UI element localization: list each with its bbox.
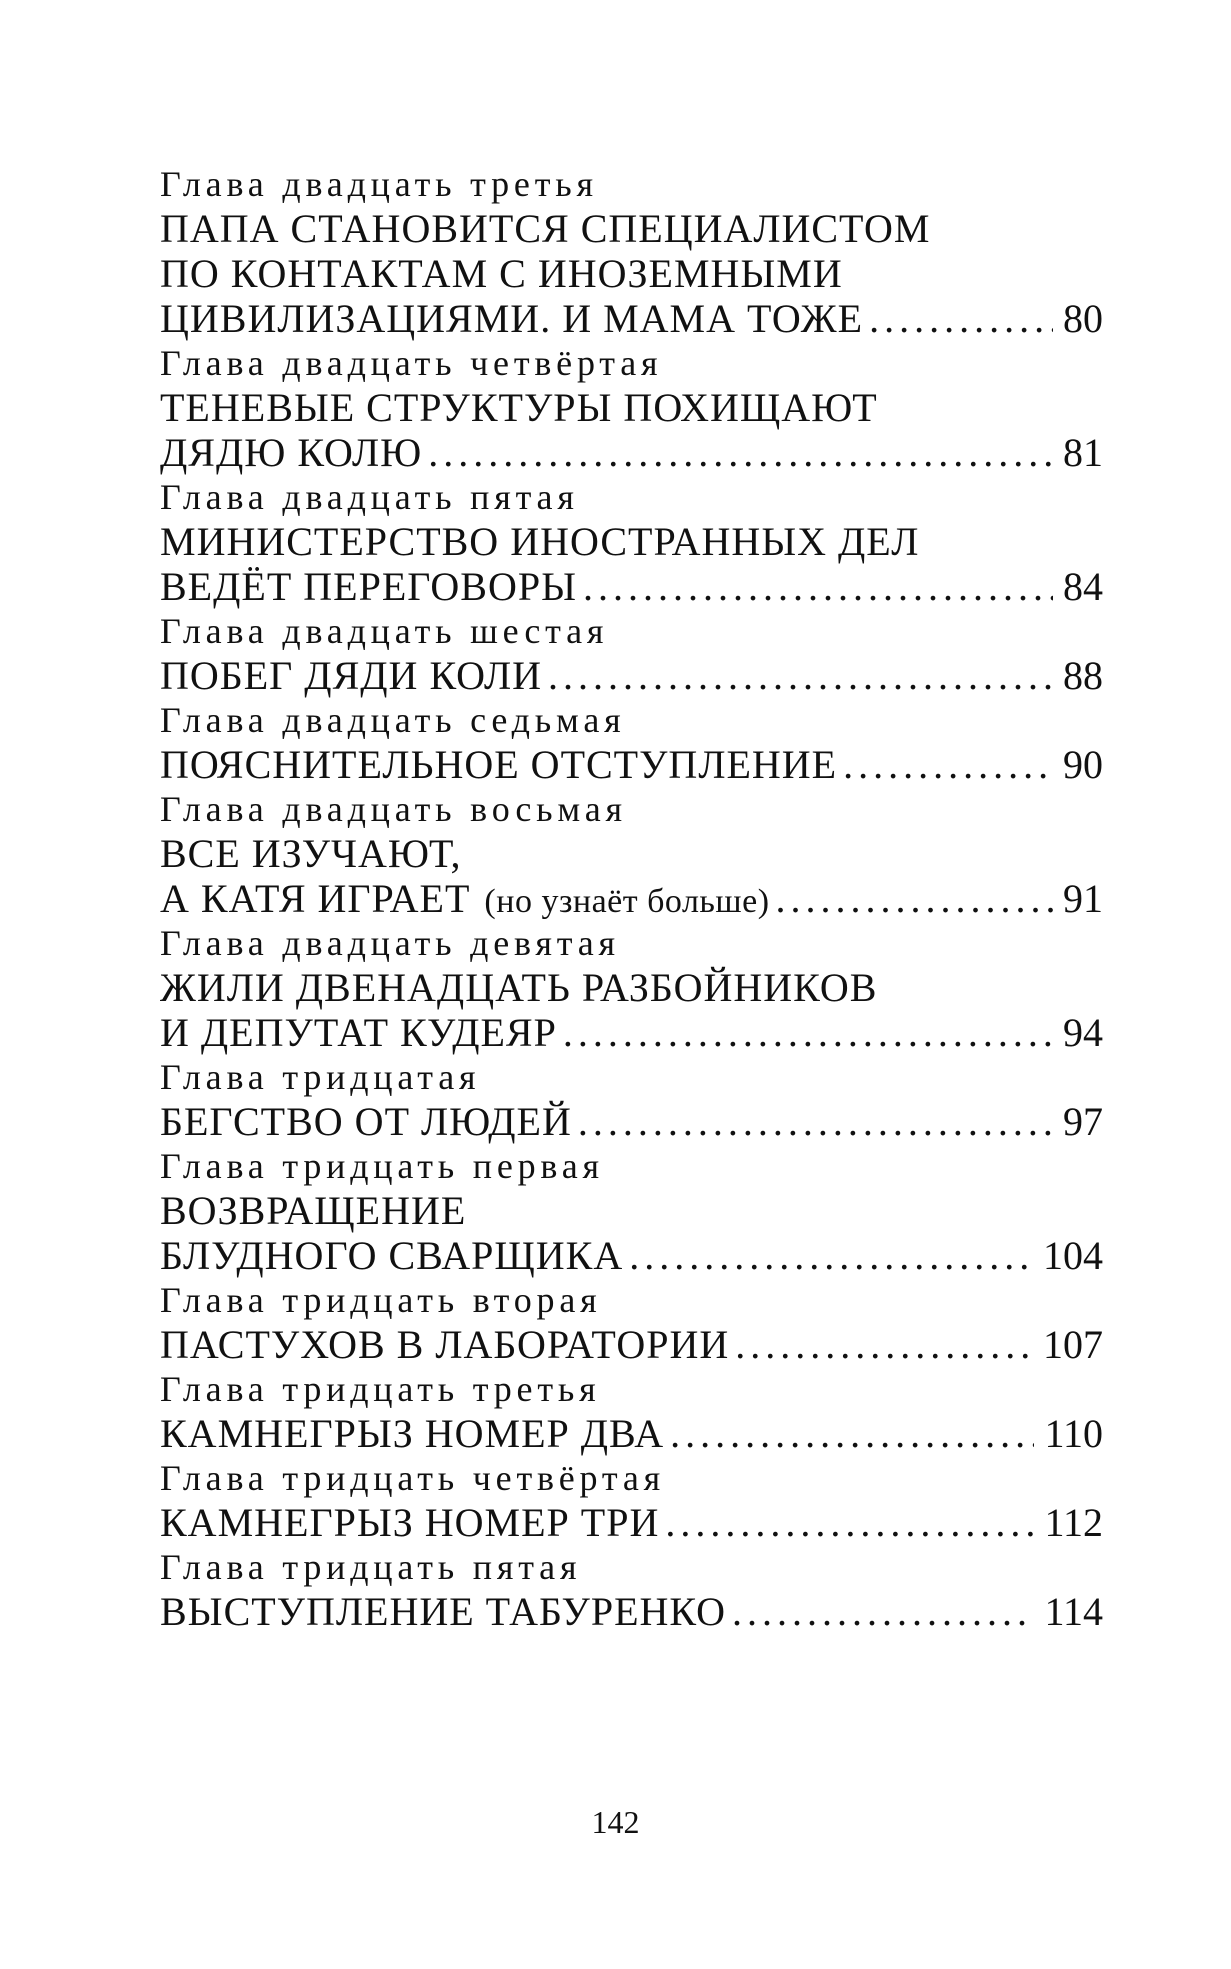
dot-leader — [729, 1322, 1033, 1367]
page-reference: 90 — [1063, 742, 1103, 787]
dot-leader — [557, 1010, 1053, 1055]
chapter-title-text: ПОБЕГ ДЯДИ КОЛИ — [160, 653, 543, 698]
toc-entry — [160, 1545, 1103, 1634]
chapter-number: Глава тридцать четвёртая — [160, 1458, 665, 1498]
chapter-number: Глава тридцать вторая — [160, 1280, 602, 1320]
chapter-subtitle: (но узнаёт больше) — [484, 883, 770, 920]
chapter-title-line: ПО КОНТАКТАМ С ИНОЗЕМНЫМИ — [160, 251, 843, 296]
page-reference: 104 — [1043, 1233, 1103, 1278]
page-reference: 107 — [1043, 1322, 1103, 1367]
chapter-number: Глава двадцать седьмая — [160, 700, 626, 740]
chapter-title-text: И ДЕПУТАТ КУДЕЯР — [160, 1010, 557, 1055]
page-reference: 97 — [1063, 1099, 1103, 1144]
page-reference: 110 — [1044, 1411, 1103, 1456]
dot-leader — [726, 1589, 1034, 1634]
toc-entry — [160, 162, 1103, 341]
chapter-title-text: А КАТЯ ИГРАЕТ — [160, 876, 471, 921]
chapter-title-text: БЕГСТВО ОТ ЛЮДЕЙ — [160, 1099, 572, 1144]
chapter-title-text: ПОЯСНИТЕЛЬНОЕ ОТСТУПЛЕНИЕ — [160, 742, 838, 787]
chapter-number: Глава двадцать третья — [160, 164, 598, 204]
page-reference: 88 — [1063, 653, 1103, 698]
page-reference: 112 — [1044, 1500, 1103, 1545]
page-reference: 84 — [1063, 564, 1103, 609]
chapter-title-final-line — [160, 1322, 1103, 1367]
toc-entry — [160, 1278, 1103, 1367]
chapter-title-line: ПАПА СТАНОВИТСЯ СПЕЦИАЛИСТОМ — [160, 206, 931, 251]
toc-entry — [160, 475, 1103, 609]
toc-entry — [160, 698, 1103, 787]
chapter-number: Глава тридцать пятая — [160, 1547, 582, 1587]
chapter-title-final-line — [160, 564, 1103, 609]
chapter-title-final-line — [160, 1233, 1103, 1278]
chapter-title-text: БЛУДНОГО СВАРЩИКА — [160, 1233, 624, 1278]
page-reference: 91 — [1063, 876, 1103, 921]
toc-entry — [160, 787, 1103, 921]
page-number: 142 — [591, 1804, 640, 1840]
dot-leader — [572, 1099, 1053, 1144]
toc-entry — [160, 609, 1103, 698]
chapter-title-final-line — [160, 296, 1103, 341]
chapter-title-text: КАМНЕГРЫЗ НОМЕР ТРИ — [160, 1500, 660, 1545]
page-reference: 94 — [1063, 1010, 1103, 1055]
dot-leader — [542, 653, 1053, 698]
chapter-title-final-line — [160, 430, 1103, 475]
toc-entry — [160, 1055, 1103, 1144]
chapter-title-final-line — [160, 1010, 1103, 1055]
toc-entry — [160, 1367, 1103, 1456]
table-of-contents — [160, 162, 1103, 1634]
chapter-number: Глава тридцатая — [160, 1057, 481, 1097]
dot-leader — [863, 296, 1053, 341]
chapter-title-line: ВСЕ ИЗУЧАЮТ, — [160, 831, 462, 876]
chapter-number: Глава двадцать восьмая — [160, 789, 627, 829]
dot-leader — [577, 564, 1053, 609]
chapter-title-line: МИНИСТЕРСТВО ИНОСТРАННЫХ ДЕЛ — [160, 519, 920, 564]
page-reference: 80 — [1063, 296, 1103, 341]
dot-leader — [422, 430, 1053, 475]
chapter-title-final-line — [160, 653, 1103, 698]
chapter-title-final-line — [160, 1099, 1103, 1144]
chapter-number: Глава двадцать девятая — [160, 923, 620, 963]
dot-leader — [770, 876, 1053, 921]
chapter-number: Глава двадцать шестая — [160, 611, 609, 651]
chapter-title-line: ВОЗВРАЩЕНИЕ — [160, 1188, 467, 1233]
toc-entry — [160, 1144, 1103, 1278]
chapter-title-text: ВЕДЁТ ПЕРЕГОВОРЫ — [160, 564, 577, 609]
chapter-number: Глава тридцать первая — [160, 1146, 604, 1186]
toc-entry — [160, 341, 1103, 475]
chapter-title-text: ВЫСТУПЛЕНИЕ ТАБУРЕНКО — [160, 1589, 726, 1634]
chapter-number: Глава двадцать четвёртая — [160, 343, 663, 383]
chapter-title-text: ДЯДЮ КОЛЮ — [160, 430, 423, 475]
toc-entry — [160, 921, 1103, 1055]
chapter-title-line: ТЕНЕВЫЕ СТРУКТУРЫ ПОХИЩАЮТ — [160, 385, 878, 430]
chapter-number: Глава двадцать пятая — [160, 477, 579, 517]
page-reference: 114 — [1044, 1589, 1103, 1634]
chapter-title-text: ПАСТУХОВ В ЛАБОРАТОРИИ — [160, 1322, 730, 1367]
dot-leader — [664, 1411, 1034, 1456]
chapter-title-final-line — [160, 1500, 1103, 1545]
chapter-title-final-line — [160, 742, 1103, 787]
toc-entry — [160, 1456, 1103, 1545]
dot-leader — [837, 742, 1053, 787]
dot-leader — [623, 1233, 1033, 1278]
page-reference: 81 — [1063, 430, 1103, 475]
dot-leader — [659, 1500, 1034, 1545]
chapter-title-line: ЖИЛИ ДВЕНАДЦАТЬ РАЗБОЙНИКОВ — [160, 965, 878, 1010]
chapter-title-final-line — [160, 876, 1103, 921]
chapter-title-final-line — [160, 1411, 1103, 1456]
chapter-title-final-line — [160, 1589, 1103, 1634]
chapter-number: Глава тридцать третья — [160, 1369, 601, 1409]
chapter-title-text: ЦИВИЛИЗАЦИЯМИ. И МАМА ТОЖЕ — [160, 296, 864, 341]
chapter-title-text: КАМНЕГРЫЗ НОМЕР ДВА — [160, 1411, 665, 1456]
